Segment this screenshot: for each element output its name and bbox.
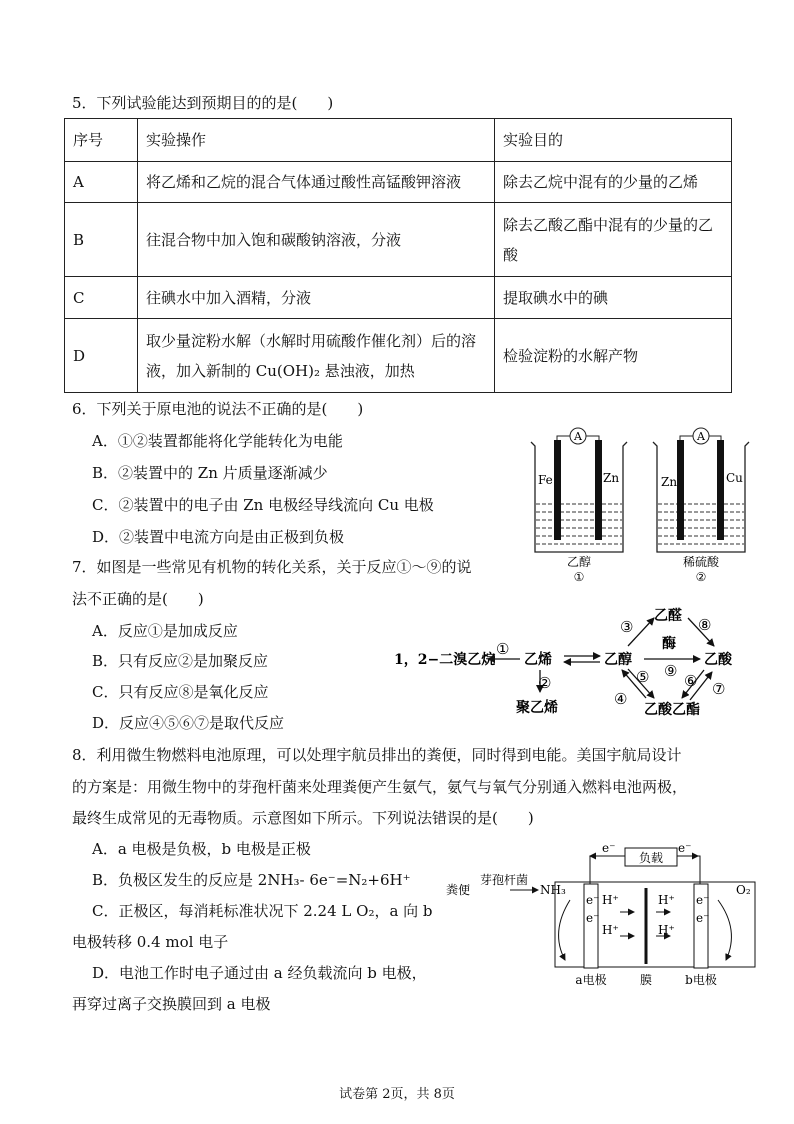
cell-1 — [531, 428, 627, 584]
q8-fuel-cell-figure — [440, 842, 770, 992]
q8-stem-line-2: 的方案是：用微生物中的芽孢杆菌来处理粪便产生氨气，氨气与氧气分别通入燃料电池两极， — [72, 778, 688, 796]
table-cell: C — [65, 277, 138, 319]
electron-label: e⁻ — [678, 842, 692, 855]
a-electrode-label: a电极 — [575, 973, 607, 987]
q6-option-a: A．①②装置都能将化学能转化为电能 — [92, 432, 343, 450]
table-cell: A — [65, 162, 138, 203]
table-cell: 往混合物中加入饱和碳酸钠溶液，分液 — [138, 203, 495, 277]
node-acetic-acid: 乙酸 — [704, 652, 732, 668]
hplus-label: H⁺ — [602, 923, 619, 937]
q7-stem-line-2: 法不正确的是( ) — [72, 590, 204, 608]
electron-label: e⁻ — [696, 911, 710, 925]
table-cell: 提取碘水中的碘 — [495, 277, 732, 319]
q8-option-c: C．正极区，每消耗标准状况下 2.24 L O₂，a 向 b — [92, 902, 433, 920]
q6-option-c: C．②装置中的电子由 Zn 电极经导线流向 Cu 电极 — [92, 496, 434, 514]
bacteria-label: 芽孢杆菌 — [480, 873, 529, 887]
q7-option-d: D．反应④⑤⑥⑦是取代反应 — [92, 714, 285, 732]
q8-option-b: B．负极区发生的反应是 2NH₃- 6e⁻=N₂+6H⁺ — [92, 871, 411, 889]
solution-ethanol: 乙醇 — [566, 555, 592, 569]
q7-option-a: A．反应①是加成反应 — [92, 622, 238, 640]
electrode-zn: Zn — [603, 471, 620, 485]
node-ethyl-acetate: 乙酸乙酯 — [644, 702, 700, 718]
node-acetaldehyde: 乙醛 — [654, 608, 682, 624]
electron-label: e⁻ — [696, 893, 710, 907]
q5-table — [64, 118, 732, 393]
page-footer: 试卷第 2页，共 8页 — [339, 1087, 455, 1102]
cell-number-1: ① — [573, 570, 585, 584]
q8-stem-line-1: 8．利用微生物燃料电池原理，可以处理宇航员排出的粪便，同时得到电能。美国宇航局设计 — [72, 746, 682, 764]
label-enzyme: 酶 — [662, 636, 676, 652]
hplus-label: H⁺ — [658, 893, 675, 907]
reaction-6: ⑥ — [684, 672, 698, 690]
table-row — [65, 319, 732, 393]
electron-label: e⁻ — [602, 842, 616, 855]
electron-label: e⁻ — [586, 911, 600, 925]
reaction-2: ② — [538, 674, 552, 692]
cell-number-2: ② — [695, 570, 707, 584]
node-polyethylene: 聚乙烯 — [516, 700, 558, 716]
table-row — [65, 162, 732, 203]
table-cell: 将乙烯和乙烷的混合气体通过酸性高锰酸钾溶液 — [138, 162, 495, 203]
reaction-5: ⑤ — [636, 668, 650, 686]
reaction-7: ⑦ — [712, 680, 726, 698]
q7-stem-line-1: 7．如图是一些常见有机物的转化关系，关于反应①～⑨的说 — [72, 558, 472, 576]
q8-option-d: D．电池工作时电子通过由 a 经负载流向 b 电极， — [92, 964, 427, 982]
electron-label: e⁻ — [586, 893, 600, 907]
reaction-9: ⑨ — [664, 662, 678, 680]
header-cell: 实验目的 — [495, 119, 732, 162]
ammeter-label: A — [574, 430, 582, 443]
b-electrode-label: b电极 — [685, 973, 717, 987]
q7-option-b: B．只有反应②是加聚反应 — [92, 652, 269, 670]
q6-galvanic-cells-figure — [525, 424, 765, 584]
q8-option-c-cont: 电极转移 0.4 mol 电子 — [72, 933, 229, 951]
membrane-label: 膜 — [639, 973, 653, 987]
node-ethanol: 乙醇 — [604, 652, 632, 668]
table-row — [65, 203, 732, 277]
electrode-cu: Cu — [726, 471, 743, 485]
q7-conversion-diagram — [392, 600, 752, 725]
table-cell: D — [65, 319, 138, 393]
q8-option-a: A．a 电极是负极，b 电极是正极 — [92, 840, 311, 858]
o2-label: O₂ — [736, 883, 751, 897]
feces-label: 粪便 — [446, 883, 471, 897]
table-cell: 除去乙酸乙酯中混有的少量的乙酸 — [495, 203, 732, 277]
table-cell: 除去乙烷中混有的少量的乙烯 — [495, 162, 732, 203]
hplus-label: H⁺ — [658, 923, 675, 937]
electrode-zn: Zn — [661, 475, 678, 489]
q5-stem: 5．下列试验能达到预期目的的是( ) — [72, 94, 334, 112]
table-header-row — [65, 119, 732, 162]
electrode-fe: Fe — [538, 473, 553, 487]
reaction-1: ① — [496, 640, 510, 658]
table-cell: 往碘水中加入酒精，分液 — [138, 277, 495, 319]
table-cell: 检验淀粉的水解产物 — [495, 319, 732, 393]
header-cell: 实验操作 — [138, 119, 495, 162]
q6-stem: 6．下列关于原电池的说法不正确的是( ) — [72, 400, 364, 418]
q8-stem-line-3: 最终生成常见的无毒物质。示意图如下所示。下列说法错误的是( ) — [72, 809, 534, 827]
q8-option-d-cont: 再穿过离子交换膜回到 a 电极 — [72, 995, 271, 1013]
reaction-4: ④ — [614, 690, 628, 708]
q6-option-b: B．②装置中的 Zn 片质量逐渐减少 — [92, 464, 328, 482]
load-label: 负载 — [638, 851, 664, 865]
hplus-label: H⁺ — [602, 893, 619, 907]
header-cell: 序号 — [65, 119, 138, 162]
q7-option-c: C．只有反应⑧是氧化反应 — [92, 683, 269, 701]
reaction-3: ③ — [620, 618, 634, 636]
cell-2 — [653, 428, 749, 584]
table-cell: B — [65, 203, 138, 277]
node-dibromoethane: 1，2−二溴乙烷 — [394, 652, 496, 668]
node-ethylene: 乙烯 — [524, 652, 552, 668]
ammeter-label: A — [697, 430, 705, 443]
table-row — [65, 277, 732, 319]
reaction-8: ⑧ — [698, 616, 712, 634]
table-cell: 取少量淀粉水解（水解时用硫酸作催化剂）后的溶液，加入新制的 Cu(OH)₂ 悬浊液，加热 — [138, 319, 495, 393]
solution-dilute-sulfuric-acid: 稀硫酸 — [682, 555, 720, 569]
nh3-label: NH₃ — [540, 883, 566, 897]
q6-option-d: D．②装置中电流方向是由正极到负极 — [92, 528, 345, 546]
